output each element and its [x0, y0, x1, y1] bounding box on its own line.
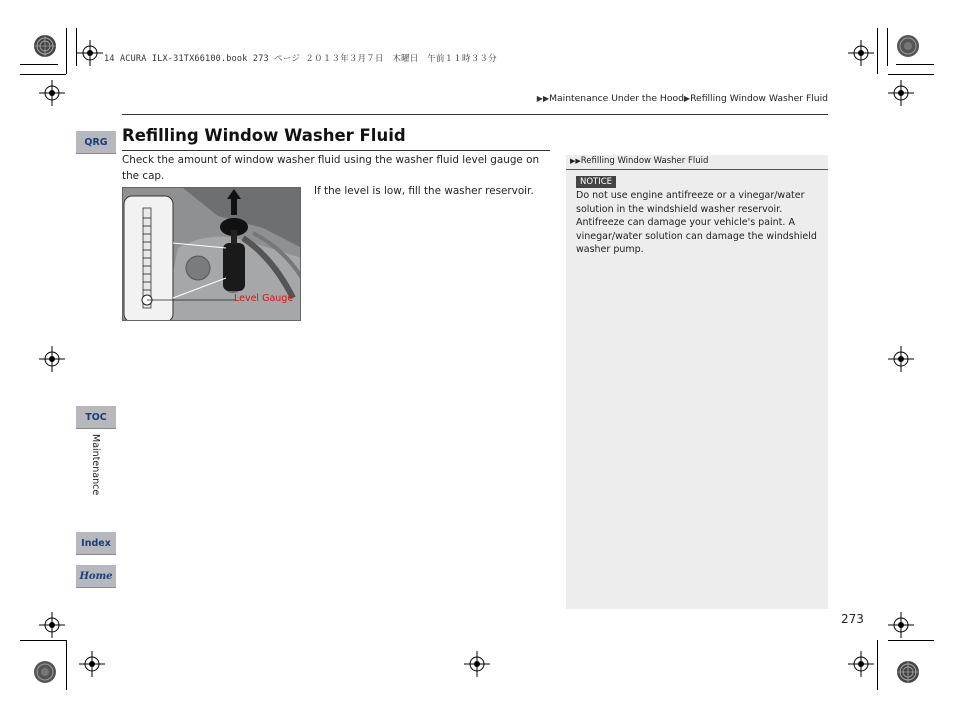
registration-mark-icon — [39, 612, 65, 638]
print-rosette-icon — [33, 34, 57, 58]
registration-mark-icon — [464, 651, 490, 677]
crop-mark — [76, 28, 77, 66]
print-rosette-icon — [33, 660, 57, 684]
reference-arrow-icon: ▶▶ — [570, 157, 581, 165]
level-gauge-label: Level Gauge — [234, 293, 294, 304]
print-header: 14 ACURA ILX-31TX66100.book 273 ページ ２０１３年３月７日 木曜日 午前１１時３３分 — [104, 54, 497, 64]
page-number: 273 — [841, 612, 864, 626]
qrg-tab[interactable]: QRG — [76, 131, 116, 154]
breadcrumb — [537, 93, 828, 104]
page-title: Refilling Window Washer Fluid — [122, 126, 406, 145]
registration-mark-icon — [79, 651, 105, 677]
crop-mark — [888, 74, 934, 75]
registration-mark-icon — [848, 40, 874, 66]
intro-paragraph: Check the amount of window washer fluid using the washer fluid level gauge on the cap. — [122, 154, 540, 182]
side-note-heading[interactable]: ▶▶Refilling Window Washer Fluid — [570, 156, 709, 166]
title-rule — [122, 150, 550, 151]
notice-text: Do not use engine antifreeze or a vinegar/water solution in the windshield washer reservoir. Antifreeze can damage your vehicle's paint. A vinegar/water solution can damage the windshield washer pump. — [576, 190, 817, 255]
crop-mark — [877, 28, 878, 74]
crop-mark — [20, 64, 58, 65]
toc-tab[interactable]: TOC — [76, 406, 116, 429]
registration-mark-icon — [848, 651, 874, 677]
breadcrumb-item-maintenance[interactable]: Maintenance Under the Hood — [549, 93, 684, 104]
breadcrumb-arrow-icon: ▶ — [683, 94, 691, 103]
registration-mark-icon — [77, 40, 103, 66]
crop-mark — [20, 640, 66, 641]
registration-mark-icon — [888, 346, 914, 372]
crop-mark — [888, 640, 934, 641]
section-label: Maintenance — [90, 434, 101, 496]
crop-mark — [887, 28, 888, 66]
fill-instruction: If the level is low, fill the washer reservoir. — [314, 185, 534, 197]
home-icon: Home — [79, 570, 113, 582]
print-rosette-icon — [896, 34, 920, 58]
registration-mark-icon — [888, 80, 914, 106]
registration-mark-icon — [888, 612, 914, 638]
home-tab[interactable] — [76, 565, 116, 588]
side-note-header — [566, 155, 828, 170]
registration-mark-icon — [39, 80, 65, 106]
index-tab[interactable]: Index — [76, 532, 116, 555]
crop-mark — [66, 28, 67, 74]
crop-mark — [20, 74, 66, 75]
crop-mark — [66, 640, 67, 690]
notice-badge: NOTICE — [576, 176, 616, 188]
header-rule — [122, 114, 828, 115]
breadcrumb-arrow-icon: ▶▶ — [536, 94, 550, 103]
breadcrumb-item-current: Refilling Window Washer Fluid — [690, 93, 828, 104]
crop-mark — [877, 640, 878, 690]
registration-mark-icon — [39, 346, 65, 372]
crop-mark — [896, 64, 934, 65]
print-rosette-icon — [896, 660, 920, 684]
